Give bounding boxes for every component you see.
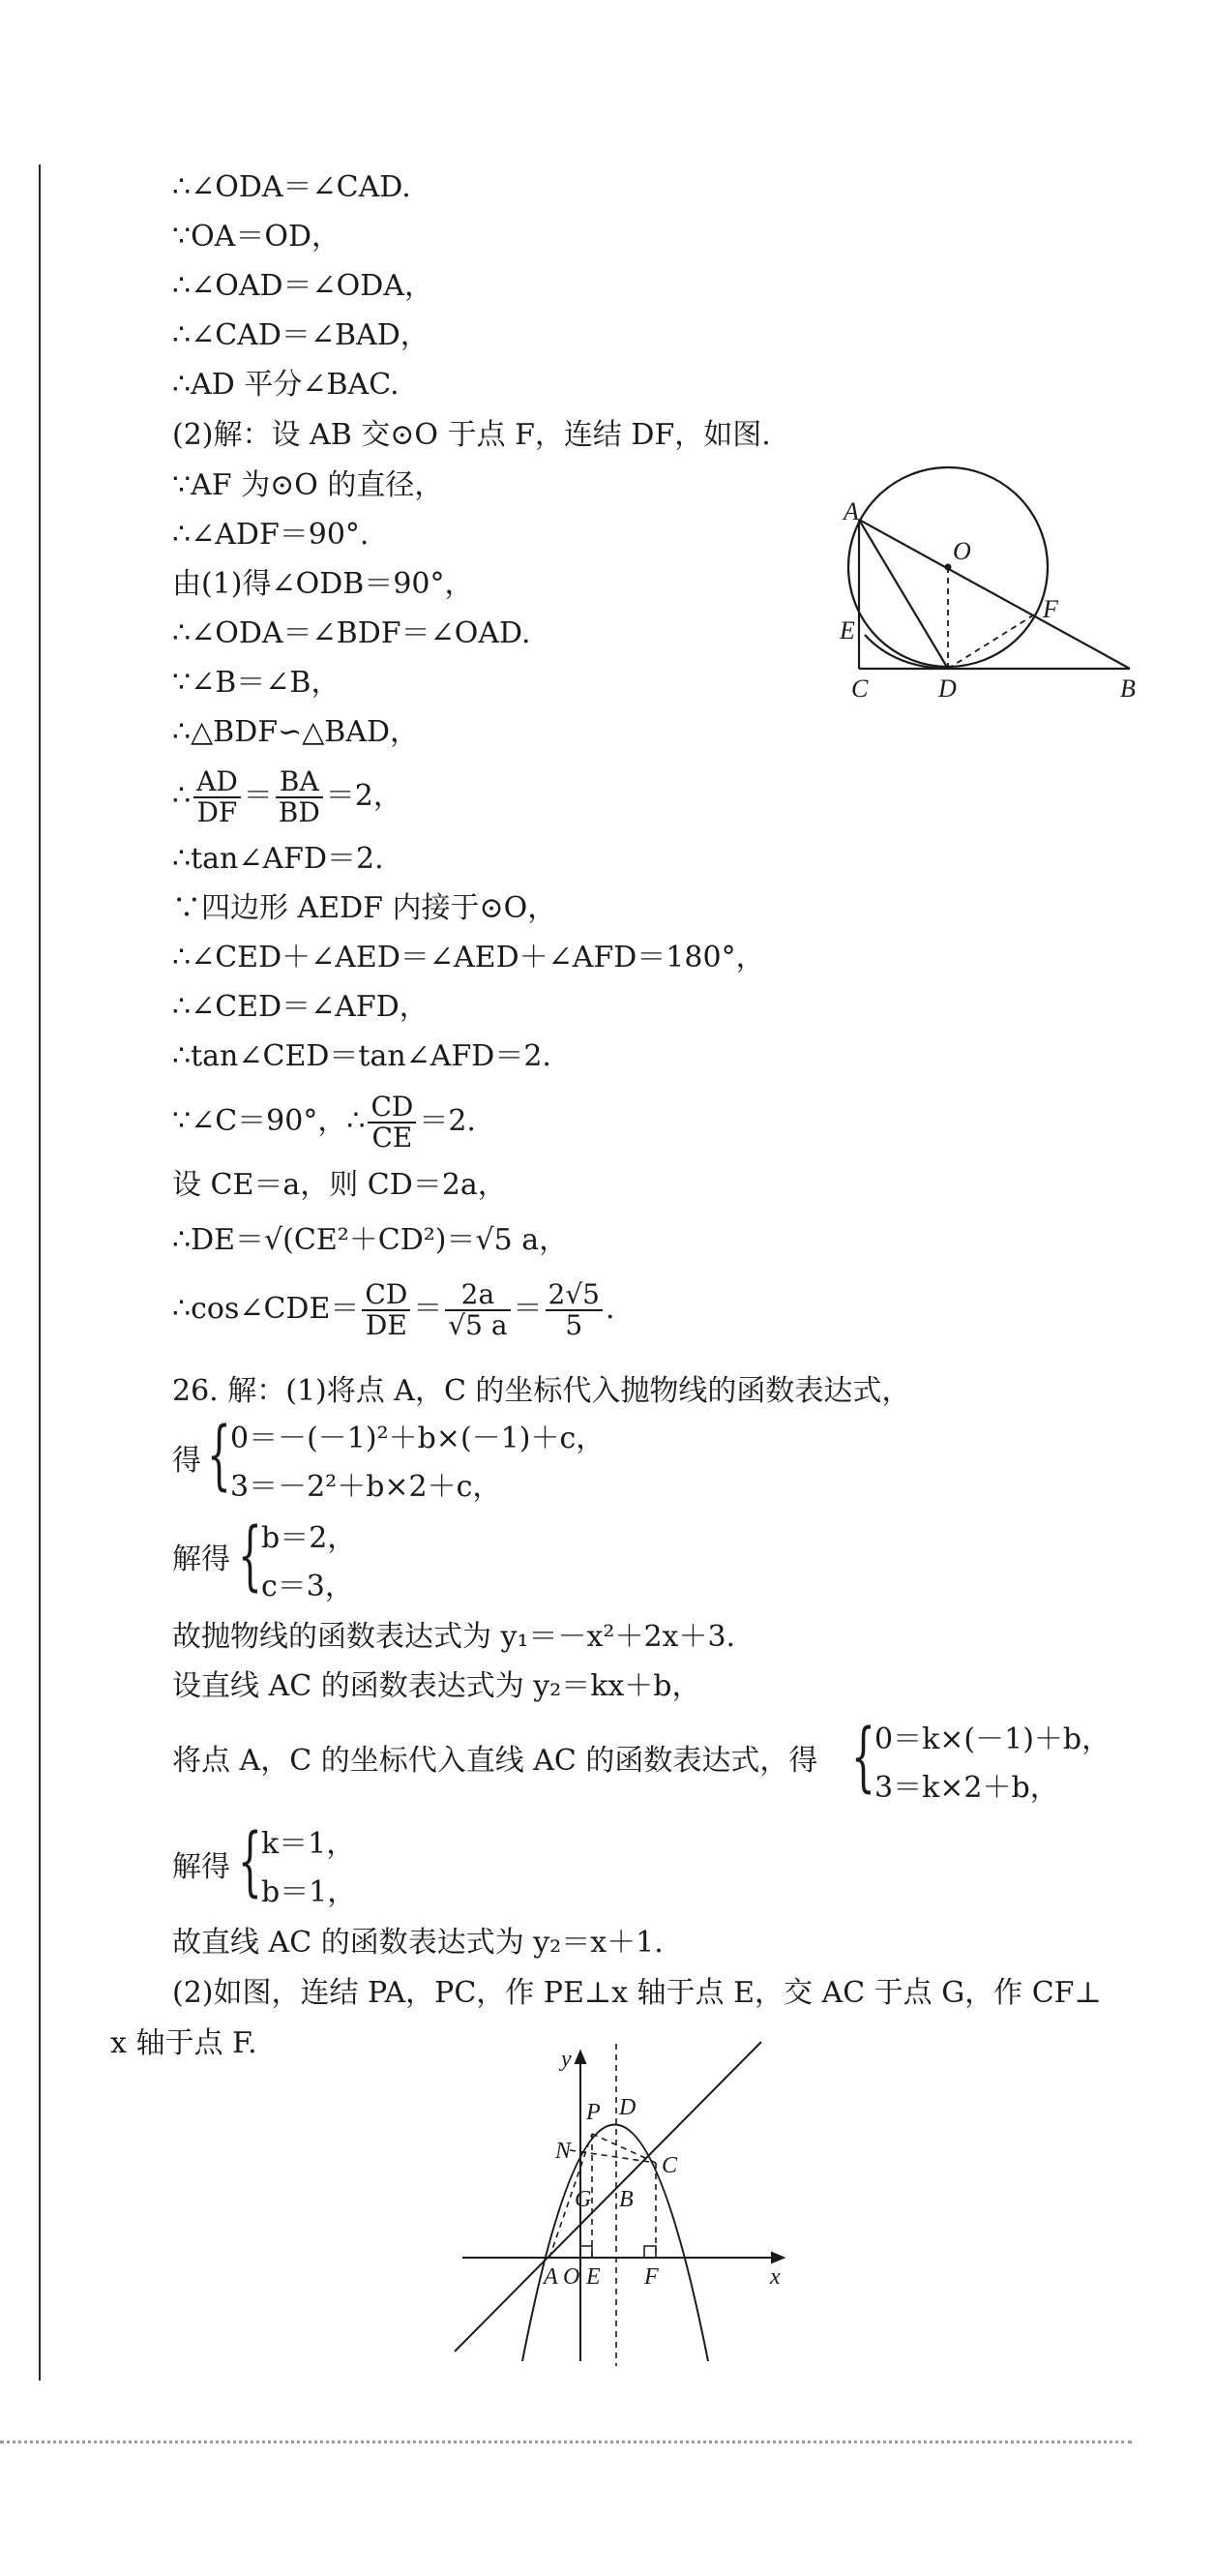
segment-ad <box>859 520 948 669</box>
ratio-suffix: ＝2. <box>419 1104 476 1138</box>
fraction-denominator: CE <box>371 1122 413 1153</box>
equation: b＝1， <box>261 1875 357 1909</box>
ratio-prefix: ∴ <box>172 779 192 813</box>
left-margin-rule <box>39 165 41 2381</box>
solution-heading: (2)解：设 AB 交⊙O 于点 F，连结 DF，如图. <box>172 418 771 452</box>
parabola-figure <box>445 2037 793 2371</box>
system-label: 将点 A，C 的坐标代入直线 AC 的函数表达式，得 <box>172 1744 818 1778</box>
fraction-cd-ce <box>368 1093 416 1153</box>
label-o: O <box>563 2264 580 2290</box>
fraction-ba-bd <box>276 767 323 827</box>
label-a: A <box>544 2264 558 2290</box>
fraction-denominator: DE <box>365 1309 407 1341</box>
fraction-numerator: CD <box>368 1093 416 1123</box>
system-label: 得 <box>172 1444 201 1478</box>
segment-ed <box>865 635 948 669</box>
cosine-line <box>172 1277 615 1341</box>
right-angle-f <box>644 2246 656 2258</box>
left-brace: { <box>207 1412 231 1499</box>
proof-line: ∴∠ODA＝∠CAD. <box>172 170 411 204</box>
equation: b＝2， <box>261 1521 357 1555</box>
fraction-numerator: 2a <box>445 1280 510 1311</box>
proof-line: (2)如图，连结 PA，PC，作 PE⊥x 轴于点 E，交 AC 于点 G，作 CF⊥ <box>172 1976 1102 2010</box>
label-e: E <box>840 616 855 644</box>
label-g: G <box>575 2187 592 2212</box>
circle-geometry-figure <box>822 460 1161 706</box>
equation: 0＝－(－1)²＋b×(－1)＋c， <box>230 1422 606 1455</box>
label-y: y <box>561 2047 572 2072</box>
label-n: N <box>555 2139 572 2164</box>
fraction-numerator: AD <box>193 767 241 798</box>
fraction-numerator: CD <box>362 1280 410 1311</box>
line-ac <box>455 2042 761 2351</box>
label-d: D <box>938 674 957 703</box>
proof-line: 由(1)得∠ODB＝90°， <box>172 567 474 601</box>
proof-line: ∴∠CED＋∠AED＝∠AED＋∠AFD＝180°， <box>172 941 765 974</box>
left-brace: { <box>851 1714 875 1801</box>
ratio-suffix: ＝2， <box>325 779 402 813</box>
fraction-denominator: DF <box>196 796 238 828</box>
solution-heading: 26. 解：(1)将点 A，C 的坐标代入抛物线的函数表达式， <box>172 1374 911 1408</box>
label-c: C <box>662 2153 678 2178</box>
equation: c＝3， <box>261 1570 354 1603</box>
label-e: E <box>586 2264 601 2290</box>
equation: 3＝－2²＋b×2＋c， <box>230 1470 502 1504</box>
fraction-2a-root5a <box>445 1280 510 1340</box>
fraction-ad-df <box>193 767 241 827</box>
proof-line: ∵AF 为⊙O 的直径， <box>172 468 444 502</box>
parabola-curve <box>522 2125 708 2362</box>
label-d: D <box>619 2095 637 2120</box>
system-label: 解得 <box>172 1850 230 1884</box>
dashed-df <box>948 614 1036 669</box>
equation: 0＝k×(－1)＋b， <box>874 1722 1111 1756</box>
proof-line: x 轴于点 F. <box>110 2026 257 2060</box>
proof-line: ∴tan∠AFD＝2. <box>172 842 384 876</box>
result-line: 故抛物线的函数表达式为 y₁＝－x²＋2x＋3. <box>172 1620 736 1654</box>
label-a: A <box>844 497 859 525</box>
proof-line: ∴△BDF∽△BAD， <box>172 715 420 749</box>
fraction-numerator: 2√5 <box>546 1280 603 1311</box>
segment-ab <box>859 520 1130 669</box>
label-f: F <box>644 2264 659 2290</box>
equals-sign: ＝ <box>513 1292 543 1326</box>
equals-sign: ＝ <box>413 1292 443 1326</box>
proof-line: ∵∠B＝∠B， <box>172 666 341 700</box>
fraction-cd-de <box>362 1280 410 1340</box>
fraction-numerator: BA <box>276 767 323 798</box>
proof-line: ∴DE＝√(CE²＋CD²)＝√5 a， <box>172 1223 569 1257</box>
label-f: F <box>1043 595 1058 623</box>
proof-line: ∴∠ODA＝∠BDF＝∠OAD. <box>172 616 531 650</box>
ratio-prefix: ∵∠C＝90°，∴ <box>172 1104 366 1138</box>
fraction-denominator: 5 <box>565 1309 583 1341</box>
fraction-2root5-5 <box>546 1280 603 1340</box>
right-angle-e <box>580 2246 592 2258</box>
proof-line: ∵四边形 AEDF 内接于⊙O， <box>172 891 557 925</box>
proof-line: ∵OA＝OD， <box>172 220 341 254</box>
left-brace: { <box>238 1818 262 1905</box>
result-line: 设直线 AC 的函数表达式为 y₂＝kx＋b， <box>172 1669 701 1703</box>
proof-line: ∴tan∠CED＝tan∠AFD＝2. <box>172 1039 551 1073</box>
fraction-denominator: √5 a <box>448 1309 508 1341</box>
equation: k＝1， <box>261 1827 356 1861</box>
system-label: 解得 <box>172 1543 230 1576</box>
left-brace: { <box>238 1513 262 1600</box>
label-o: O <box>953 537 971 565</box>
center-point-o <box>945 564 952 571</box>
bottom-dotted-rule <box>0 2441 1132 2443</box>
proof-line: ∴∠CAD＝∠BAD， <box>172 318 429 352</box>
equals-sign: ＝ <box>243 779 273 813</box>
equation: 3＝k×2＋b， <box>874 1771 1059 1805</box>
ratio-line <box>172 764 402 828</box>
label-b: B <box>619 2187 634 2212</box>
label-b: B <box>1120 674 1136 703</box>
proof-line: 设 CE＝a，则 CD＝2a， <box>172 1168 507 1202</box>
fraction-denominator: BD <box>278 796 320 828</box>
cosine-prefix: ∴cos∠CDE＝ <box>172 1292 360 1326</box>
proof-line: ∴∠ADF＝90°. <box>172 518 370 552</box>
proof-line: ∴AD 平分∠BAC. <box>172 368 400 402</box>
label-x: x <box>770 2264 781 2290</box>
ratio-line <box>172 1090 476 1153</box>
x-axis-arrow <box>772 2253 784 2262</box>
result-line: 故直线 AC 的函数表达式为 y₂＝x＋1. <box>172 1926 664 1960</box>
y-axis-arrow <box>576 2052 585 2063</box>
proof-line: ∴∠OAD＝∠ODA， <box>172 269 433 303</box>
proof-line: ∴∠CED＝∠AFD， <box>172 990 429 1024</box>
cosine-suffix: . <box>606 1292 615 1326</box>
label-c: C <box>851 674 869 703</box>
label-p: P <box>586 2100 601 2125</box>
